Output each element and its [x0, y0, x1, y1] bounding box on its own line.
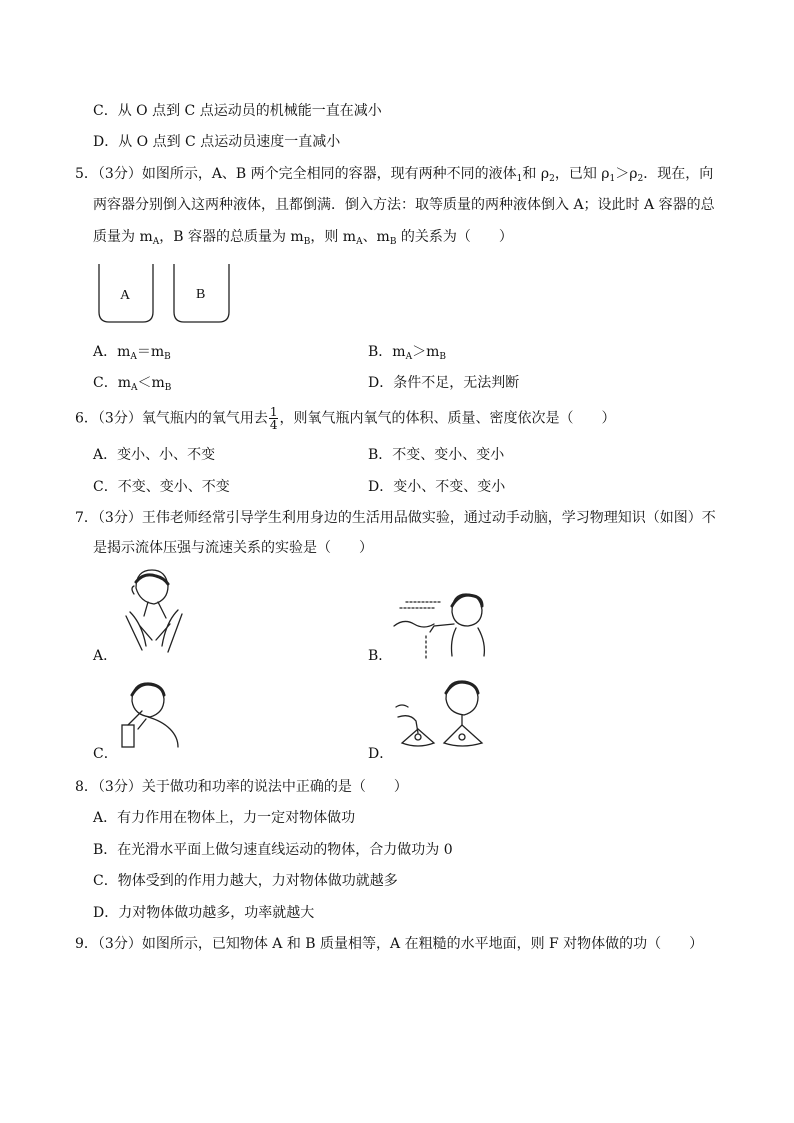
q5-option-a: A．$m_A=m_B$	[93, 344, 171, 362]
q7-figure-b	[390, 584, 490, 660]
q7-label-c: C．	[93, 746, 118, 762]
q9-stem: 9．（3分）如图所示，已知物体 A 和 B 质量相等，A 在粗糙的水平地面，则 F 对物体做的功（ ）	[75, 936, 704, 952]
q7-label-a: A．	[93, 648, 118, 664]
q7-figure-d	[392, 677, 496, 753]
q8-option-b: B．在光滑水平面上做匀速直线运动的物体，合力做功为 0	[93, 842, 453, 858]
q8-option-c: C．物体受到的作用力越大，力对物体做功就越多	[93, 873, 398, 889]
q6-option-c: C．不变、变小、不变	[93, 479, 230, 495]
q7-figure-c	[118, 677, 188, 749]
q5-option-d: D．条件不足，无法判断	[368, 375, 520, 391]
q5-option-c: C．$m_A<m_B$	[93, 375, 172, 393]
q8-option-a: A．有力作用在物体上，力一定对物体做功	[93, 810, 356, 826]
q4-option-c: C．从 O 点到 C 点运动员的机械能一直在减小	[93, 103, 382, 119]
q6-option-b: B．不变、变小、变小	[368, 447, 505, 463]
q7-label-d: D．	[368, 746, 394, 762]
q7-stem-line1: 7．（3分）王伟老师经常引导学生利用身边的生活用品做实验，通过动手动脑，学习物理知识（如图）不	[75, 510, 716, 526]
q7-label-b: B．	[368, 648, 393, 664]
q5-containers-figure	[95, 262, 235, 326]
q5-stem-line2: 两容器分别倒入这两种液体，且都倒满．倒入方法：取等质量的两种液体倒入 A；设此时 A 容器的总	[93, 197, 715, 213]
q7-stem-line2: 是揭示流体压强与流速关系的实验是（ ）	[93, 540, 373, 556]
q6-option-d: D．变小、不变、变小	[368, 479, 506, 495]
q4-option-d: D．从 O 点到 C 点运动员速度一直减小	[93, 134, 341, 150]
q7-figure-a	[118, 566, 190, 658]
fraction-one-quarter: $\frac{1}{4}$	[269, 405, 278, 432]
q5-option-b: B．$m_A>m_B$	[368, 344, 446, 362]
q6-option-a: A．变小、小、不变	[93, 447, 216, 463]
q5-stem-line1: 5．（3分）如图所示，A、B 两个完全相同的容器，现有两种不同的液体$_1$和 $\rho_2$，已知 $\rho_1>\rho_2$．现在，向	[75, 166, 714, 184]
q8-option-d: D．力对物体做功越多，功率就越大	[93, 905, 315, 921]
container-b-label: B	[196, 287, 206, 302]
q8-stem: 8．（3分）关于做功和功率的说法中正确的是（ ）	[75, 779, 408, 795]
q6-stem: 6．（3分）氧气瓶内的氧气用去 $\frac{1}{4}$ ，则氧气瓶内氧气的体积、质量、密度依次是（ ）	[75, 405, 616, 432]
q5-stem-line3: 质量为 $m_A$，B 容器的总质量为 $m_B$，则 $m_A$、$m_B$ 的关系为（ ）	[93, 229, 513, 247]
container-a-label: A	[120, 288, 131, 303]
